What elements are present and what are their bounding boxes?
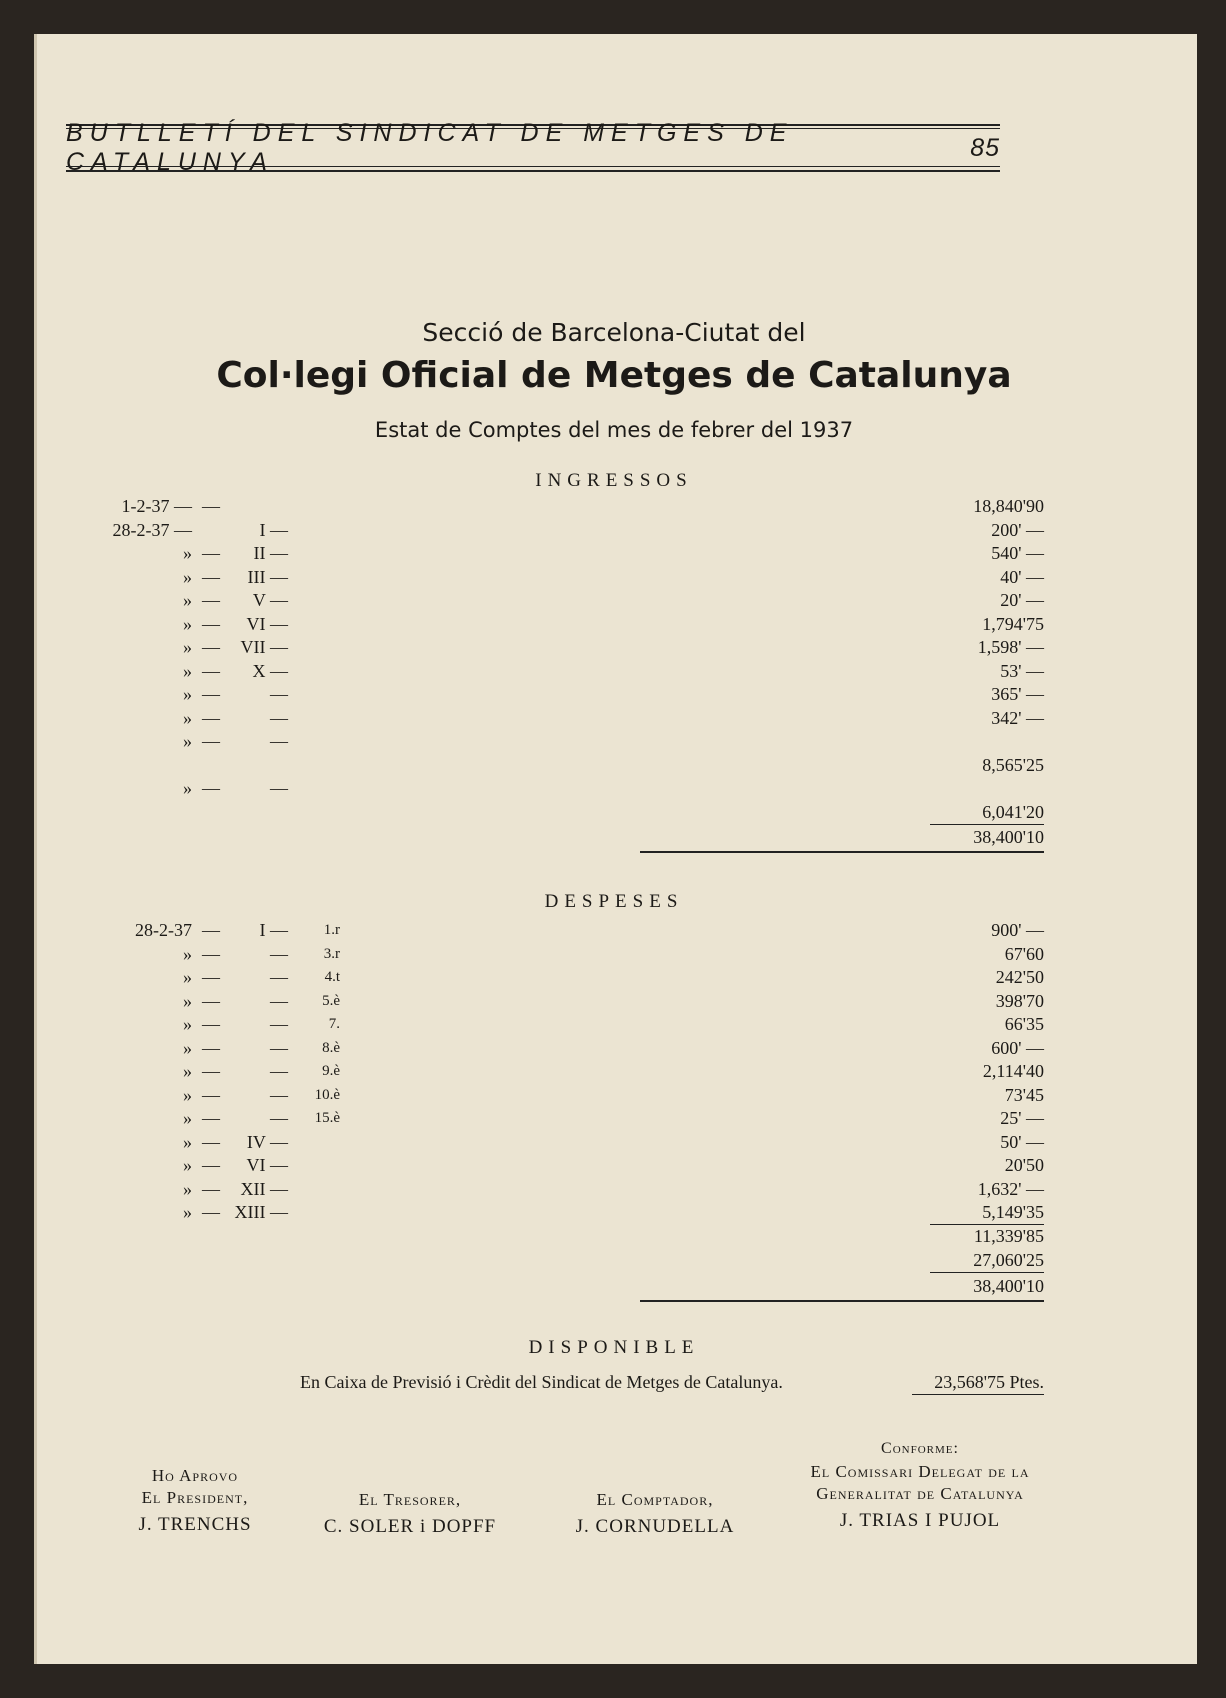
row-code: X — <box>252 660 288 681</box>
row-amount: 365' — <box>991 684 1044 704</box>
row-date: » <box>183 1178 192 1199</box>
row-code: — <box>270 731 288 751</box>
intro-line1: Secció de Barcelona-Ciutat del <box>422 318 806 347</box>
row-amount: 67'60 <box>1004 943 1044 964</box>
despeses-total-row <box>0 1274 1226 1298</box>
row-subcode: 3.r <box>323 945 340 962</box>
row-amount: 6,041'20 <box>930 800 1044 825</box>
row-dash: — <box>202 1155 220 1175</box>
table-row <box>0 1177 1226 1201</box>
row-dash: — <box>202 920 220 940</box>
table-row-continuation <box>0 753 1226 777</box>
row-amount: 398'70 <box>995 990 1044 1011</box>
row-code: — <box>270 1014 288 1034</box>
signature-name: J. TRIAS I PUJOL <box>839 1510 1001 1531</box>
row-subcode: 1.r <box>323 922 340 938</box>
ingressos-heading: INGRESSOS <box>535 470 693 491</box>
row-dash: — <box>202 1131 220 1152</box>
row-date: » <box>183 660 192 681</box>
signature-line: El Comissari Delegat de la <box>810 1462 1030 1481</box>
row-code: — <box>270 1037 288 1058</box>
row-amount: 53' — <box>1000 660 1044 681</box>
row-amount: 540' — <box>991 543 1044 563</box>
table-row <box>0 541 1226 565</box>
total-amount: 38,400'10 <box>973 827 1044 847</box>
row-dash: — <box>202 613 220 634</box>
running-header <box>66 119 1000 176</box>
row-subcode: 15.è <box>314 1110 340 1126</box>
page-number: 85 <box>970 133 1000 162</box>
signature-name: C. SOLER i DOPFF <box>323 1516 497 1537</box>
despeses-heading: DESPESES <box>544 891 684 912</box>
row-dash: — <box>202 684 220 704</box>
row-code: — <box>270 1061 288 1081</box>
row-dash: — <box>202 731 220 751</box>
table-row <box>0 682 1226 706</box>
row-subcode: 8.è <box>322 1039 340 1056</box>
row-dash: — <box>202 496 220 516</box>
row-date: » <box>183 684 192 704</box>
row-code: — <box>270 1084 288 1105</box>
row-date: » <box>183 590 192 610</box>
row-date: » <box>183 731 192 751</box>
row-dash: — <box>202 1061 220 1081</box>
row-code: — <box>270 684 288 704</box>
signature-name: J. CORNUDELLA <box>575 1516 735 1537</box>
table-row <box>0 776 1226 800</box>
row-dash: — <box>202 637 220 657</box>
header-rule-bottom-thin <box>66 166 1000 167</box>
table-row-continuation <box>0 800 1226 824</box>
row-dash: — <box>202 660 220 681</box>
row-code: — <box>270 707 288 728</box>
ingressos-total-row <box>0 825 1226 849</box>
row-dash: — <box>202 1084 220 1105</box>
row-dash: — <box>202 990 220 1011</box>
signature-role: El Tresorer, <box>358 1490 462 1509</box>
row-dash: — <box>202 1014 220 1034</box>
row-date: 1-2-37 — <box>121 496 192 516</box>
table-row <box>0 1200 1226 1224</box>
row-dash: — <box>202 590 220 610</box>
row-date: » <box>183 566 192 587</box>
disponible-amount: 23,568'75 Ptes. <box>912 1370 1044 1395</box>
table-row <box>0 942 1226 966</box>
document-title: Col·legi Oficial de Metges de Catalunya <box>216 355 1012 396</box>
row-code: VI — <box>246 1155 288 1175</box>
row-code: III — <box>247 566 288 587</box>
row-date: » <box>183 1202 192 1222</box>
disponible-row <box>0 1370 1226 1394</box>
row-subcode: 9.è <box>322 1063 340 1079</box>
row-date: » <box>183 967 192 987</box>
despeses-subtotal-row <box>0 1224 1226 1248</box>
row-code: — <box>270 1108 288 1128</box>
row-date: » <box>183 1061 192 1081</box>
row-subcode: 5.è <box>322 992 340 1009</box>
row-amount: 600' — <box>991 1037 1044 1058</box>
row-code: VI — <box>246 613 288 634</box>
row-dash: — <box>202 707 220 728</box>
table-row <box>0 635 1226 659</box>
table-row <box>0 1153 1226 1177</box>
row-date: » <box>183 990 192 1011</box>
signature-role: El President, <box>141 1488 249 1507</box>
row-amount: 20'50 <box>1004 1155 1044 1175</box>
table-row <box>0 989 1226 1013</box>
table-row <box>0 729 1226 753</box>
row-date: » <box>183 1084 192 1105</box>
row-code: XIII — <box>234 1202 288 1222</box>
row-amount: 342' — <box>991 707 1044 728</box>
intro-line2: Estat de Comptes del mes de febrer del 1937 <box>374 418 854 442</box>
subtotal-amount: 11,339'85 <box>973 1225 1044 1246</box>
disponible-heading: DISPONIBLE <box>528 1337 700 1358</box>
row-code: IV — <box>246 1131 288 1152</box>
row-code: II — <box>253 543 288 563</box>
row-amount: 40' — <box>1000 566 1044 587</box>
signature-block <box>770 1440 1070 1532</box>
table-row <box>0 706 1226 730</box>
table-row <box>0 588 1226 612</box>
row-code: XII — <box>240 1178 288 1199</box>
row-amount: 1,632' — <box>977 1178 1044 1199</box>
row-date: 28-2-37 — <box>112 519 192 540</box>
row-dash: — <box>202 1037 220 1058</box>
table-row <box>0 1083 1226 1107</box>
total-underline <box>640 1300 1044 1302</box>
row-date: » <box>183 613 192 634</box>
row-code: — <box>270 943 288 964</box>
table-row <box>0 1036 1226 1060</box>
signature-role: El Comptador, <box>596 1490 714 1509</box>
signature-block <box>300 1490 520 1538</box>
row-amount: 5,149'35 <box>930 1200 1044 1225</box>
row-amount: 50' — <box>1000 1131 1044 1152</box>
signature-block <box>540 1490 770 1538</box>
disponible-text: En Caixa de Previsió i Crèdit del Sindicat de Metges de Catalunya. <box>300 1372 783 1392</box>
row-amount: 66'35 <box>1004 1014 1044 1034</box>
row-code: I — <box>259 920 288 940</box>
row-date: » <box>183 1155 192 1175</box>
row-code: I — <box>259 519 288 540</box>
row-date: » <box>183 543 192 563</box>
row-dash: — <box>202 943 220 964</box>
row-dash: — <box>202 1202 220 1222</box>
row-amount: 2,114'40 <box>982 1061 1044 1081</box>
row-date: » <box>183 1014 192 1034</box>
row-dash: — <box>202 967 220 987</box>
row-amount: 900' — <box>991 920 1044 940</box>
row-date: » <box>183 637 192 657</box>
table-row <box>0 494 1226 518</box>
row-date: 28-2-37 <box>135 920 192 940</box>
row-amount: 20' — <box>1000 590 1044 610</box>
table-row <box>0 659 1226 683</box>
table-row <box>0 918 1226 942</box>
row-subcode: 10.è <box>314 1086 340 1103</box>
row-amount: 200' — <box>991 519 1044 540</box>
row-amount: 73'45 <box>1004 1084 1044 1105</box>
page-sheet <box>34 34 1197 1664</box>
row-code: — <box>270 967 288 987</box>
row-amount: 1,598' — <box>977 637 1044 657</box>
header-rule-bottom <box>66 170 1000 172</box>
row-code: — <box>270 990 288 1011</box>
table-row <box>0 518 1226 542</box>
row-subcode: 7. <box>328 1016 340 1032</box>
journal-name: BUTLLETÍ DEL SINDICAT DE METGES DE CATALUNYA <box>66 119 794 176</box>
row-dash: — <box>202 778 220 798</box>
existencia-amount: 27,060'25 <box>930 1248 1044 1273</box>
row-amount: 18,840'90 <box>973 496 1044 516</box>
table-row <box>0 965 1226 989</box>
table-row <box>0 1012 1226 1036</box>
row-dash: — <box>202 1108 220 1128</box>
row-dash: — <box>202 543 220 563</box>
row-amount: 25' — <box>1000 1108 1044 1128</box>
row-date: » <box>183 707 192 728</box>
table-row <box>0 612 1226 636</box>
signature-line: Ho Aprovo <box>151 1466 239 1485</box>
row-code: — <box>270 778 288 798</box>
table-row <box>0 1106 1226 1130</box>
row-code: VII — <box>240 637 288 657</box>
row-amount: 1,794'75 <box>982 613 1044 634</box>
row-date: » <box>183 1037 192 1058</box>
existencia-row <box>0 1248 1226 1272</box>
row-date: » <box>183 1131 192 1152</box>
table-row <box>0 565 1226 589</box>
row-date: » <box>183 778 192 798</box>
total-underline <box>640 851 1044 853</box>
table-row <box>0 1130 1226 1154</box>
signature-block <box>110 1466 280 1536</box>
row-date: » <box>183 943 192 964</box>
row-date: » <box>183 1108 192 1128</box>
signature-name: J. TRENCHS <box>138 1514 252 1535</box>
total-amount: 38,400'10 <box>973 1275 1044 1296</box>
row-subcode: 4.t <box>324 969 340 985</box>
signature-role: Generalitat de Catalunya <box>816 1484 1024 1503</box>
row-code: V — <box>252 590 288 610</box>
signature-conforme: Conforme: <box>881 1440 959 1457</box>
row-dash: — <box>202 1178 220 1199</box>
row-amount: 8,565'25 <box>982 754 1044 775</box>
table-row <box>0 1059 1226 1083</box>
row-dash: — <box>202 566 220 587</box>
row-amount: 242'50 <box>995 967 1044 987</box>
